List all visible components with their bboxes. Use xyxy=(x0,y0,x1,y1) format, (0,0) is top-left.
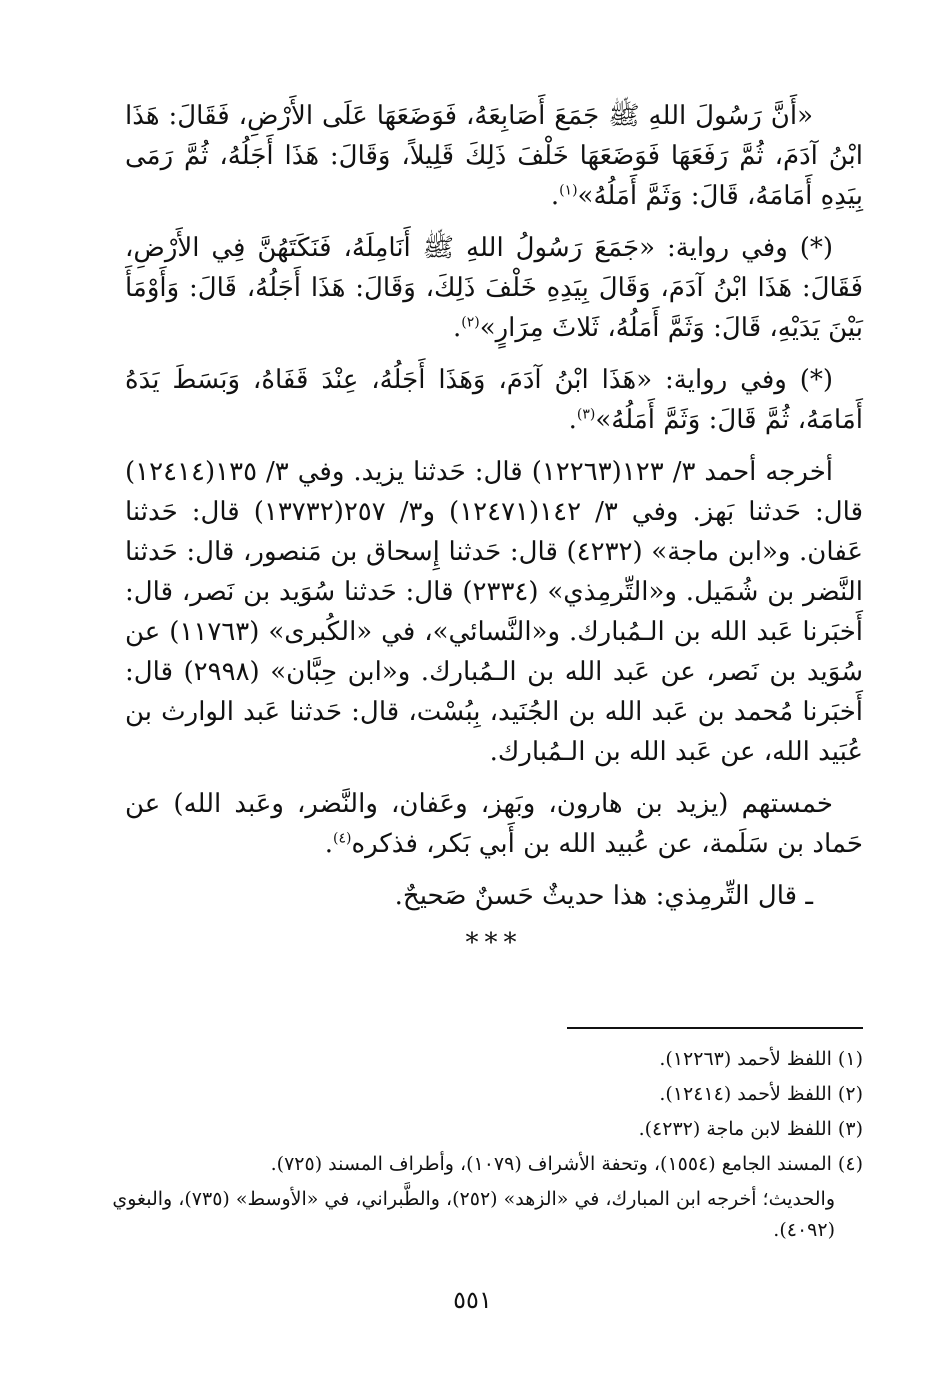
narration-variant-1 xyxy=(125,228,863,348)
section-separator: *** xyxy=(465,928,523,958)
paragraph-end: . xyxy=(550,181,560,211)
paragraph-end: . xyxy=(324,829,333,859)
hadith-text-main xyxy=(125,96,863,216)
footnote-4: (٤) المسند الجامع (١٥٥٤)، وتحفة الأشراف (١٠٧٩)، وأطراف المسند (٧٢٥). xyxy=(270,1153,863,1175)
footnote-ref-2[interactable]: (٢) xyxy=(461,314,480,331)
footnote-3: (٣) اللفظ لابن ماجة (٤٢٣٢). xyxy=(638,1118,863,1140)
tirmidhi-verdict xyxy=(125,876,863,916)
verdict-text: ـ قال التِّرمِذي: هذا حديثٌ حَسنٌ صَحيحٌ. xyxy=(394,881,813,911)
isnad-summary xyxy=(125,784,863,864)
footnotes-section xyxy=(100,1044,863,1250)
footnote-4-continuation: والحديث؛ أخرجه ابن المبارك، في «الزهد» (٢٥٢)، والطَّبراني، في «الأوسط» (٧٣٥)، والبغوي (٤٠٩٢). xyxy=(112,1188,835,1241)
page-number: ٥٥١ xyxy=(453,1286,492,1314)
footnote-ref-3[interactable]: (٣) xyxy=(576,406,596,423)
footnote-2: (٢) اللفظ لأحمد (١٢٤١٤). xyxy=(659,1083,863,1105)
narration-variant-2 xyxy=(125,360,863,440)
paragraph-end: . xyxy=(452,313,462,343)
isnad-text: خمستهم (يزيد بن هارون، وبَهز، وعَفان، والنَّضر، وعَبد الله) عن حَماد بن سَلَمة، عن عُبيد الله بن أَبي بَكر، فذكره xyxy=(125,789,863,859)
takhrij-paragraph xyxy=(125,452,863,772)
paragraph-end: . xyxy=(568,405,577,435)
hadith-text: «أَنَّ رَسُولَ اللهِ ﷺ جَمَعَ أَصَابِعَهُ، فَوَضَعَهَا عَلَى الأَرْضِ، فَقَالَ: هَذَا ابْنُ آدَمَ، ثُمَّ رَفَعَهَا فَوَضَعَهَا خَلْفَ ذَلِكَ قَلِيلاً، وَقَالَ: هَذَا أَجَلُهُ، ثُمَّ رَمَى بِيَدِهِ أَمَامَهُ، قَالَ: وَثَمَّ أَمَلُهُ» xyxy=(125,101,863,211)
footnote-ref-4[interactable]: (٤) xyxy=(332,830,352,847)
footnote-divider xyxy=(567,1027,863,1029)
narration-text: (*) وفي رواية: «هَذَا ابْنُ آدَمَ، وَهَذَا أَجَلُهُ، عِنْدَ قَفَاهُ، وَبَسَطَ يَدَهُ أَمَامَهُ، ثُمَّ قَالَ: وَثَمَّ أَمَلُهُ» xyxy=(125,365,863,435)
page-body xyxy=(125,96,863,958)
narration-text: (*) وفي رواية: «جَمَعَ رَسُولُ اللهِ ﷺ أَنَامِلَهُ، فَنَكَتَهُنَّ فِي الأَرْضِ، فَقَالَ: هَذَا ابْنُ آدَمَ، وَقَالَ بِيَدِهِ خَلْفَ ذَلِكَ، وَقَالَ: هَذَا أَجَلُهُ، قَالَ: وَأَوْمَأَ بَيْنَ يَدَيْهِ، قَالَ: وَثَمَّ أَمَلُهُ، ثَلاثَ مِرَارٍ» xyxy=(125,233,863,343)
footnote-1: (١) اللفظ لأحمد (١٢٢٦٣). xyxy=(659,1048,863,1070)
takhrij-text: أخرجه أحمد ٣/ ١٢٣(١٢٢٦٣) قال: حَدثنا يزيد. وفي ٣/ ١٣٥(١٢٤١٤) قال: حَدثنا بَهز. وفي ٣/ ١٤٢(١٢٤٧١) و٣/ ٢٥٧(١٣٧٣٢) قال: حَدثنا عَفان. و«ابن ماجة» (٤٢٣٢) قال: حَدثنا إِسحاق بن مَنصور، قال: حَدثنا النَّضر بن شُمَيل. و«التِّرمِذي» (٢٣٣٤) قال: حَدثنا سُوَيد بن نَصر، قال: أَخبَرنا عَبد الله بن الـمُبارك. و«النَّسائي»، في «الكُبرى» (١١٧٦٣) عن سُوَيد بن نَصر، عن عَبد الله بن الـمُبارك. و«ابن حِبَّان» (٢٩٩٨) قال: أَخبَرنا مُحمد بن عَبد الله بن الجُنَيد، بِبُسْت، قال: حَدثنا عَبد الوارث بن عُبَيد الله، عن عَبد الله بن الـمُبارك. xyxy=(125,457,864,767)
footnote-ref-1[interactable]: (١) xyxy=(559,182,578,199)
